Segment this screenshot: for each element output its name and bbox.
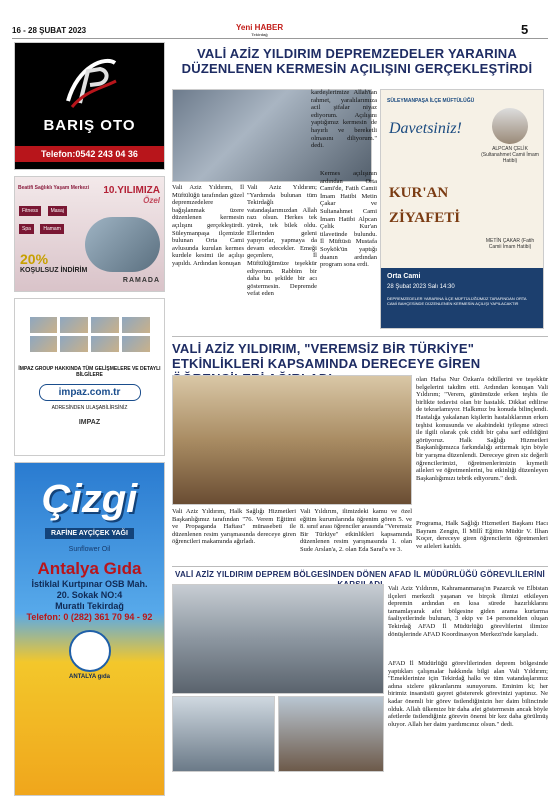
article3-title: VALİ AZİZ YILDIRIM DEPREM BÖLGESİNDEN DÖNEN AFAD İL MÜDÜRLÜĞÜ GÖREVLİLERİNİ	[175, 570, 545, 579]
antalya-logo-icon	[69, 630, 111, 672]
newspaper-sub: Tekirdağ	[251, 32, 268, 37]
issue-date: 16 - 28 ŞUBAT 2023	[12, 26, 87, 35]
cizgi-sub: RAFİNE AYÇİÇEK YAĞI	[45, 528, 134, 539]
article1-col3a: kardeşlerimize Allah'tan rahmet, yaralılarımıza acil şifalar niyaz ediyorum. Açılışını yaptığımız kermesin de hayırlı ve bereketli olmasını diliyorum." dedi.	[311, 89, 377, 150]
baris-phone: Telefon:0542 243 04 36	[15, 146, 164, 162]
article2-title: VALİ AZİZ YILDIRIM, "VEREMSİZ BİR TÜRKİYE" ETKİNLİKLERİ KAPSAMINDA DERECEYE GİREN	[172, 341, 481, 371]
article-divider	[172, 336, 548, 337]
ramada-brand: RAMADA	[122, 277, 160, 284]
kuran-ziyafeti-poster	[380, 89, 544, 329]
ramada-ad[interactable]	[14, 176, 165, 292]
ramada-badge-text: 10.YILIMIZA	[103, 185, 160, 196]
impaz-url[interactable]: impaz.com.tr	[39, 384, 141, 401]
impaz-sub: ADRESİNDEN ULAŞABİLİRSİNİZ	[51, 405, 128, 411]
ramada-tag: Spa	[19, 224, 34, 234]
afad-photo-3	[278, 696, 384, 772]
afad-meeting-photo	[172, 584, 384, 694]
cizgi-ad[interactable]	[14, 462, 165, 796]
impaz-text: İMPAZ GROUP HAKKINDA TÜM GELİŞMELERE VE DETAYLI BİLGİLERE	[18, 366, 161, 378]
afad-photo-2	[172, 696, 275, 772]
newspaper-name: Yeni HABER	[236, 23, 284, 32]
impaz-ad[interactable]	[14, 298, 165, 456]
poster-date: 28 Şubat 2023 Salı 14:30	[387, 284, 455, 290]
article2-side: olan Hafsa Nur Özkan'a ödüllerini ve teşekkür belgelerini takdim etti. Ardından konuşan Vali Yıldırım; "Verem, günümüzde erken teşhis ile birlikte tedavisi olan bir hastalık. Dikkat edilirse de tekrarlamıyor. Halkımız bu konuda bilinçlendi. Hastalığa yakalanan kişilerin hastalıklarının erken teşhisi konusunda ve akabindeki iyileşme süreci ile ilgili olarak çok ciddi bir çaba sarf edildiğini görüyoruz. Halk Sağlığı Hizmetleri Başkanlığımızca farkındalığı arttırmak için böyle bir yarışma düzenlendi. Dereceye giren siz değerli öğrencilerimizi, öğretmenlerimizin kıymetli aileleri ve öğretmenlerini, bu etkinliği düzenleyen Başkanlığımızı tebrik ediyorum." dedi.	[416, 376, 548, 482]
article2-caption-left: Vali Aziz Yıldırım, Halk Sağlığı Hizmetleri Başkanlığımız tarafından "76. Verem Eğitimi ve Propaganda Haftası" münasebeti ile düzenlenen resim yarışmasında dereceye giren öğrencileri makamında ağırladı.	[172, 508, 296, 546]
article2-side-2: Programa, Halk Sağlığı Hizmetleri Başkanı Hacı Bayram Zengin, İl Millî Eğitim Müdür V. İlhan Koçer, dereceye giren öğrencilerin öğretmenleri ve aileleri katıldı.	[416, 520, 548, 550]
article-divider	[172, 566, 548, 567]
poster-invite: Davetsiniz!	[389, 120, 462, 137]
antalya-phone: Telefon: 0 (282) 361 70 94 - 92	[26, 612, 153, 622]
impaz-logo: IMPAZ	[78, 419, 101, 426]
poster-footnote: DEPREMZEDELER YARARINA İLÇE MÜFTÜLÜĞÜMÜZ TARAFINDAN ORTA CAMİ BAHÇESİNDE DÜZENLENEN KERMESİN AÇILIŞI YAPILACAKTIR	[387, 296, 527, 306]
article3-p2: AFAD İl Müdürlüğü görevlilerinden deprem bölgesinde yaptıkları çalışmalar hakkında bilgi alan Vali Yıldırım; "Emeklerinize için Tekirdağ halkı ve tüm vatandaşlarımız adına sizlere şükranlarımı sunuyorum. Eminim ki; her birimiz insanüstü gayret göstererek görevinizi yaptınız. Ne kadar önemli bir görev üstlendiğinizin her daim bilincinde olduk. Allah ülkemize bir daha afet göstermesin ancak böyle afetlerde üstlendiğiniz görevin önemi bir kez daha görülmüş oluyor. Allah her daim yardımcınız olsun." dedi.	[388, 660, 548, 728]
baris-name: BARIŞ OTO	[43, 117, 136, 134]
antalya-gida-name: Antalya Gıda	[37, 559, 142, 578]
ramada-spa-line: Beatifi Sağlıklı Yaşam Merkezi	[18, 185, 90, 191]
person-2-name: METİN ÇAKAR (Fatih Camii İmam Hatibi)	[485, 238, 535, 250]
ramada-offer	[20, 251, 87, 274]
ramada-tag: Fitness	[19, 206, 41, 216]
ramada-badge-sub: Özel	[143, 196, 160, 205]
ramada-offer-sub: KOŞULSUZ İNDİRİM	[20, 267, 88, 274]
baris-logo-icon	[60, 51, 120, 111]
person-photo	[492, 108, 528, 144]
ramada-badge	[103, 185, 160, 205]
poster-person-2	[479, 238, 541, 250]
article1-col2: Vali Aziz Yıldırım; "Yardımda bulunan tüm Tekirdağlı vatandaşlarımızdan Allah razı olsun. Herkes tek yürek, tek bilek oldu. Ellerinden geleni yapıyorlar, yapmaya da devam edecekler. Emeği geçenlere, İl Müftülüğümüze teşekkür ediyorum. Rabbim bir daha bu şekilde bir acı göstermesin. Depremde vefat eden	[247, 184, 317, 298]
article3-p1: Vali Aziz Yıldırım, Kahramanmaraş'ın Pazarcık ve Elbistan ilçeleri merkezli yaşanan ve birçok ilimizi etkileyen depremin ardından en kısa sürede hazırlıklarını tamamlayarak afet bölgesine giden arama kurtarma faaliyetlerinde bulunan, 3 ekip ve 14 personelden oluşan Tekirdağ AFAD İl Müdürlüğü görevlilerini ilimize dönüşlerinde AFAD Koordinasyon Merkezi'nde karşıladı.	[388, 585, 548, 638]
poster-person-1	[479, 108, 541, 164]
antalya-address-1: İstiklal Kurtpınar OSB Mah.	[31, 579, 148, 589]
page-number: 5	[521, 22, 529, 37]
antalya-brand: ANTALYA gıda	[69, 674, 110, 680]
cizgi-title: Çizgi	[41, 477, 138, 521]
ramada-tag: Hamam	[40, 224, 64, 234]
header-divider	[12, 38, 548, 39]
ramada-tag: Masaj	[48, 206, 67, 216]
newspaper-logo	[236, 23, 283, 37]
article2-caption-right: Vali Yıldırım, ilimizdeki kamu ve özel eğitim kurumlarında öğrenim gören 5. ve 8. sınıf arası öğrenciler arasında "Veremsiz Bir Türkiye" etkinlikleri kapsamında düzenlenen resim yarışmasında 1. olan Sude Arslan'a, 2. olan Eda Saraf'a ve 3.	[300, 508, 412, 553]
article1-col3b: Kermes açılışının ardından Orta Cami'de, Fatih Camii İmam Hatibi Metin Çakar ve Sultanahmet Cami İmam Hatibi Alpcan Çelik Kur'an tilavetinde bulundu. İl Müftüsü Mustafa Soykök'ün yaptığı duanın ardından program sona erdi.	[320, 170, 377, 269]
antalya-address-3: Muratlı Tekirdağ	[55, 601, 124, 611]
article1-title: VALİ AZİZ YILDIRIM DEPREMZEDELER YARARINA DÜZENLENEN KERMESİN AÇILIŞINI GERÇEKLEŞTİRDİ	[181, 46, 533, 76]
person-1-name: ALPCAN ÇELİK (Sultanahmet Camii İmam Hatibi)	[481, 146, 539, 164]
antalya-address-2: 20. Sokak NO:4	[56, 590, 123, 600]
cizgi-oil: Sunflower Oil	[68, 546, 111, 553]
ramada-tags	[18, 199, 88, 235]
poster-ziyafet: ZİYAFETİ	[389, 210, 461, 226]
article1-col1: Vali Aziz Yıldırım, İl Müftülüğü tarafından güzel depremzedelere bağışlanmak üzere düzenlenen kermesin açılışını gerçekleştirdi. Süleymanpaşa ilçemizde bulunan Orta Cami avlusunda kurulan kermes kurdele kesimi ile açılışı yapıldı. Ardından konuşan	[172, 184, 244, 267]
baris-oto-ad[interactable]	[14, 42, 165, 170]
poster-kuran: KUR'AN	[389, 185, 449, 201]
students-photo	[172, 375, 412, 505]
ramada-offer-value: 20%	[20, 251, 49, 267]
poster-org: SÜLEYMANPAŞA İLÇE MÜFTÜLÜĞÜ	[387, 98, 475, 104]
poster-place: Orta Cami	[387, 273, 421, 280]
ramada-spa-photo	[85, 217, 160, 272]
poster-info-band	[381, 268, 543, 328]
impaz-project-grid	[30, 317, 150, 352]
